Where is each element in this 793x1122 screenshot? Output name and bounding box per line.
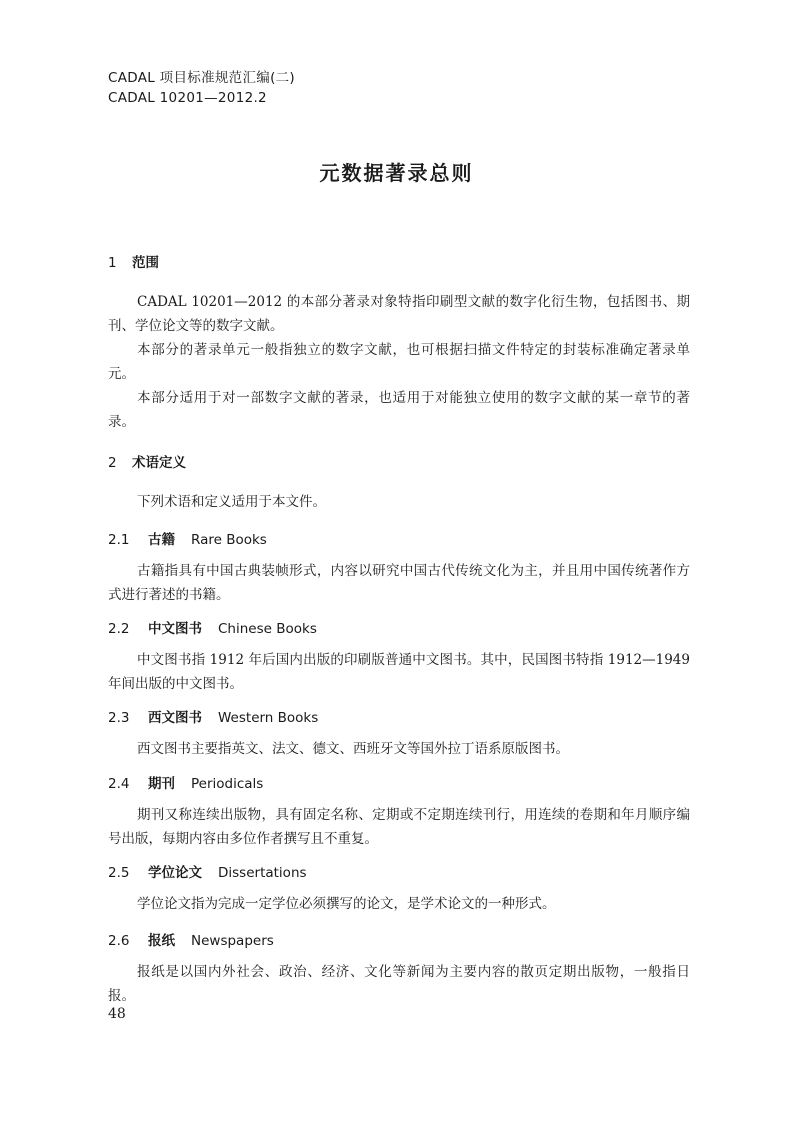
term-heading <box>108 861 307 881</box>
section-2-heading <box>108 451 186 471</box>
term-heading <box>108 528 267 548</box>
term-heading <box>108 772 263 792</box>
term-title-en: Chinese Books <box>218 621 317 637</box>
term-title-en: Newspapers <box>191 933 274 949</box>
term-definition: 古籍指具有中国古典装帧形式，内容以研究中国古代传统文化为主，并且用中国传统著作方式进行著述的书籍。 <box>108 563 690 603</box>
section-1-para-3: 本部分适用于对一部数字文献的著录，也适用于对能独立使用的数字文献的某一章节的著录。 <box>108 390 690 430</box>
term-number: 2.6 <box>108 933 130 949</box>
term-title-zh: 报纸 <box>148 933 175 949</box>
page-number: 48 <box>108 1006 126 1022</box>
term-definition: 期刊又称连续出版物，具有固定名称、定期或不定期连续刊行，用连续的卷期和年月顺序编号出版，每期内容由多位作者撰写且不重复。 <box>108 807 690 847</box>
term-number: 2.2 <box>108 621 130 637</box>
page-title: 元数据著录总则 <box>319 161 474 185</box>
term-title-zh: 期刊 <box>148 776 175 792</box>
term-definition: 学位论文指为完成一定学位必须撰写的论文，是学术论文的一种形式。 <box>137 896 556 912</box>
term-number: 2.5 <box>108 865 130 881</box>
term-number: 2.4 <box>108 776 130 792</box>
term-title-zh: 古籍 <box>148 532 175 548</box>
term-definition: 西文图书主要指英文、法文、德文、西班牙文等国外拉丁语系原版图书。 <box>137 741 569 757</box>
term-heading <box>108 706 318 726</box>
section-1-para-2: 本部分的著录单元一般指独立的数字文献，也可根据扫描文件特定的封装标准确定著录单元。 <box>108 342 690 382</box>
term-title-en: Dissertations <box>218 865 307 881</box>
term-heading <box>108 617 317 637</box>
term-title-en: Western Books <box>218 710 319 726</box>
term-title-en: Rare Books <box>191 532 267 548</box>
section-1-para-1: CADAL 10201—2012 的本部分著录对象特指印刷型文献的数字化衍生物，包括图书、期刊、学位论文等的数字文献。 <box>108 294 690 334</box>
section-2-number: 2 <box>108 455 117 471</box>
section-1-title: 范围 <box>132 255 159 271</box>
term-definition: 中文图书指 1912 年后国内出版的印刷版普通中文图书。其中，民国图书特指 1912—1949 年间出版的中文图书。 <box>108 652 690 692</box>
section-1-heading <box>108 251 159 271</box>
header-collection-title: CADAL 项目标准规范汇编(二) <box>108 70 296 86</box>
term-title-zh: 中文图书 <box>148 621 202 637</box>
term-number: 2.1 <box>108 532 130 548</box>
term-title-zh: 西文图书 <box>148 710 202 726</box>
term-title-en: Periodicals <box>191 776 264 792</box>
section-1-number: 1 <box>108 255 117 271</box>
term-definition: 报纸是以国内外社会、政治、经济、文化等新闻为主要内容的散页定期出版物，一般指日报。 <box>108 964 690 1004</box>
document-header <box>108 68 295 108</box>
term-heading <box>108 929 274 949</box>
term-title-zh: 学位论文 <box>148 865 202 881</box>
header-standard-number: CADAL 10201—2012.2 <box>108 90 267 106</box>
section-2-intro: 下列术语和定义适用于本文件。 <box>137 494 326 510</box>
section-2-title: 术语定义 <box>132 455 186 471</box>
term-number: 2.3 <box>108 710 130 726</box>
